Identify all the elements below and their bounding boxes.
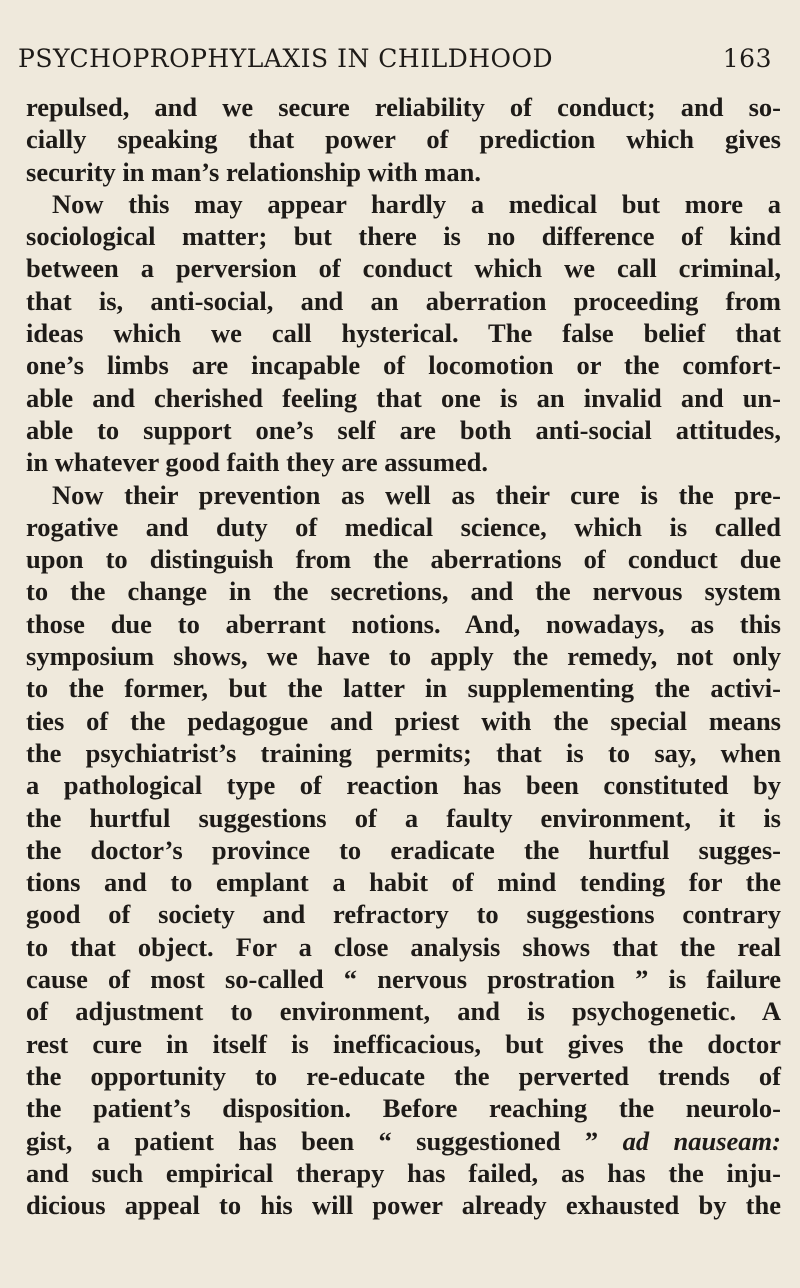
- text-line: dicious appeal to his will power already exhausted by the: [26, 1190, 781, 1221]
- text-line: of adjustment to environment, and is psychogenetic. A: [26, 996, 781, 1027]
- page-number: 163: [722, 44, 772, 73]
- text-line: the psychiatrist’s training permits; that is to say, when: [26, 737, 781, 768]
- text-line: able and cherished feeling that one is an invalid and un-: [26, 382, 781, 413]
- text-line: good of society and refractory to suggestions contrary: [26, 899, 781, 930]
- text-line: ideas which we call hysterical. The false belief that: [26, 318, 781, 349]
- text-line: and such empirical therapy has failed, as has the inju-: [26, 1157, 781, 1188]
- text-segment: gist, a patient has been “ suggestioned ”: [26, 1125, 599, 1156]
- text-line: rest cure in itself is inefficacious, but gives the doctor: [26, 1028, 781, 1059]
- text-line: sociological matter; but there is no difference of kind: [26, 221, 781, 252]
- text-line: between a perversion of conduct which we call criminal,: [26, 253, 781, 284]
- text-line: rogative and duty of medical science, which is called: [26, 511, 781, 542]
- text-line: able to support one’s self are both anti-social attitudes,: [26, 414, 781, 445]
- text-line: to the change in the secretions, and the nervous system: [26, 576, 781, 607]
- text-line: to that object. For a close analysis shows that the real: [26, 931, 781, 962]
- text-line: in whatever good faith they are assumed.: [26, 447, 489, 478]
- text-line: to the former, but the latter in supplementing the activi-: [26, 673, 781, 704]
- text-line: the patient’s disposition. Before reaching the neurolo-: [26, 1093, 781, 1124]
- text-line: ties of the pedagogue and priest with the special means: [26, 705, 781, 736]
- text-line: that is, anti-social, and an aberration proceeding from: [26, 285, 781, 316]
- body-text: [26, 91, 781, 1221]
- italic-latin-phrase: ad nauseam:: [622, 1125, 781, 1156]
- text-line: the hurtful suggestions of a faulty environment, it is: [26, 802, 781, 833]
- paragraph-start-line: Now their prevention as well as their cure is the pre-: [52, 479, 781, 510]
- text-line: one’s limbs are incapable of locomotion or the comfort-: [26, 350, 781, 381]
- running-head-title: PSYCHOPROPHYLAXIS IN CHILDHOOD: [18, 44, 554, 73]
- text-line: cause of most so-called “ nervous prostration ” is failure: [26, 964, 781, 995]
- text-line: symposium shows, we have to apply the remedy, not only: [26, 641, 781, 672]
- text-line: security in man’s relationship with man.: [26, 156, 481, 187]
- running-head: [18, 42, 772, 76]
- paragraph-start-line: Now this may appear hardly a medical but more a: [52, 188, 781, 219]
- text-line: those due to aberrant notions. And, nowadays, as this: [26, 608, 781, 639]
- text-line: cially speaking that power of prediction which gives: [26, 124, 781, 155]
- text-line: repulsed, and we secure reliability of conduct; and so-: [26, 92, 781, 122]
- text-line: [26, 1125, 781, 1157]
- text-line: the doctor’s province to eradicate the hurtful sugges-: [26, 834, 781, 865]
- text-line: tions and to emplant a habit of mind tending for the: [26, 867, 781, 898]
- text-line: a pathological type of reaction has been constituted by: [26, 770, 781, 801]
- text-line: the opportunity to re-educate the perverted trends of: [26, 1060, 781, 1091]
- text-line: upon to distinguish from the aberrations of conduct due: [26, 544, 781, 575]
